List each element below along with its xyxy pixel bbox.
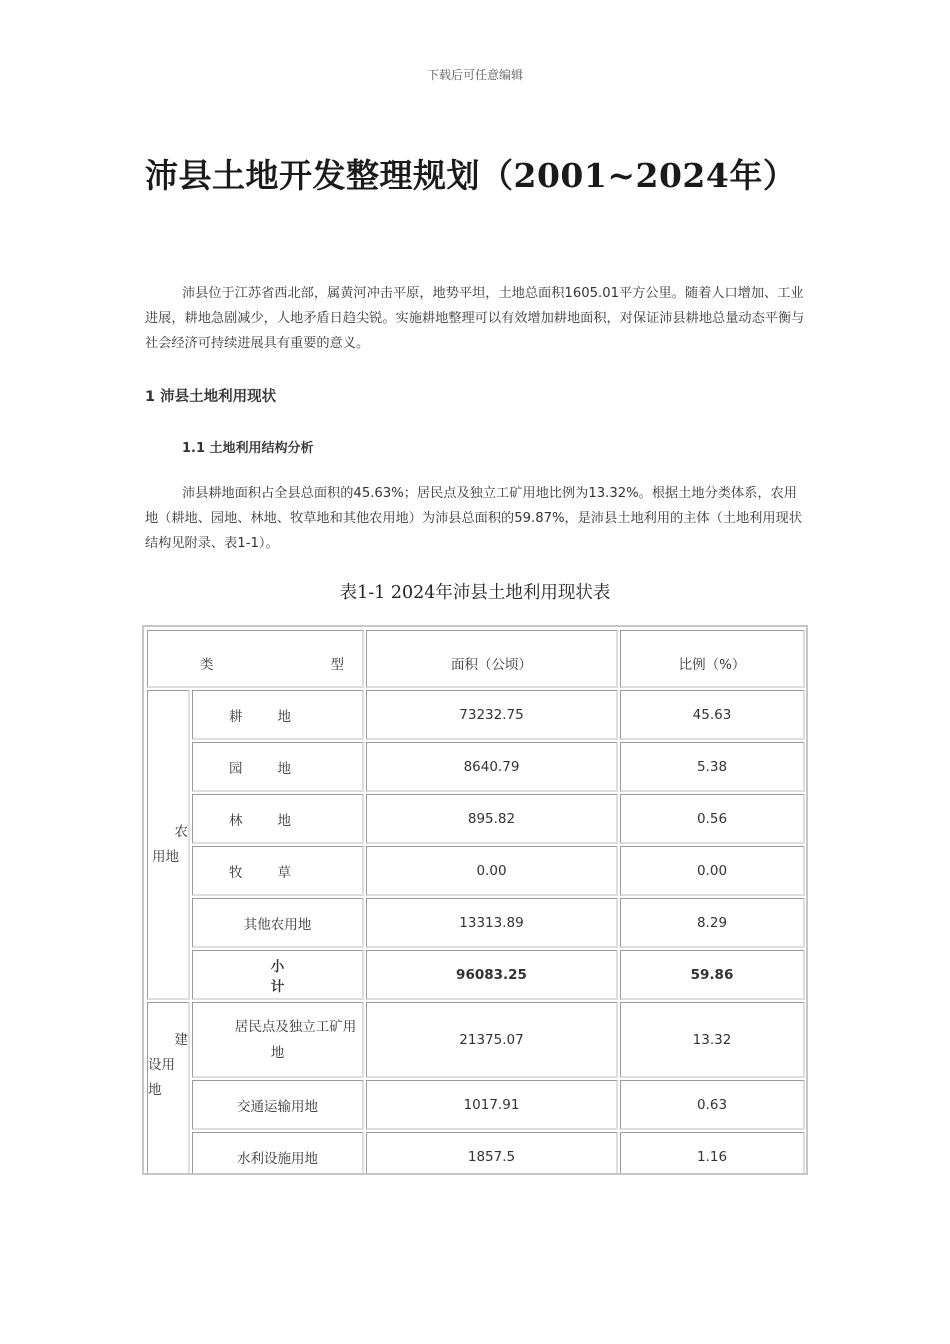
ratio-cell: 45.63 — [620, 690, 805, 740]
table-row — [147, 1132, 805, 1175]
section-1-1-heading: 1.1 土地利用结构分析 — [182, 441, 314, 456]
ratio-cell: 5.38 — [620, 742, 805, 792]
header-type-cell — [147, 630, 364, 688]
agricultural-group-line1: 农 — [174, 823, 188, 840]
table-caption: 表1-1 2024年沛县土地利用现状表 — [339, 583, 611, 603]
table-row — [147, 742, 805, 792]
header-type-a: 类 — [200, 656, 214, 673]
ratio-cell: 0.63 — [620, 1080, 805, 1130]
subtotal-label-cell: 小计 — [192, 950, 364, 1000]
header-type-b: 型 — [330, 656, 344, 673]
type-cell: 交通运输用地 — [192, 1080, 364, 1130]
type-cell: 园地 — [192, 742, 364, 792]
table-row — [147, 1002, 805, 1078]
agricultural-group-line2: 用地 — [152, 848, 179, 865]
type-cell: 其他农用地 — [192, 898, 364, 948]
table-row — [147, 898, 805, 948]
area-cell: 13313.89 — [366, 898, 618, 948]
table-row — [147, 690, 805, 740]
header-area-cell: 面积（公顷） — [366, 630, 618, 688]
area-cell: 8640.79 — [366, 742, 618, 792]
ratio-cell: 8.29 — [620, 898, 805, 948]
area-cell: 1017.91 — [366, 1080, 618, 1130]
ratio-cell: 0.00 — [620, 846, 805, 896]
ratio-cell: 1.16 — [620, 1132, 805, 1175]
subtotal-row — [147, 950, 805, 1000]
construction-group-line2: 设用地 — [148, 1057, 175, 1098]
type-cell-line2: 地 — [270, 1044, 285, 1061]
area-cell: 0.00 — [366, 846, 618, 896]
type-cell: 林地 — [192, 794, 364, 844]
area-cell: 21375.07 — [366, 1002, 618, 1078]
area-cell: 73232.75 — [366, 690, 618, 740]
table-header-row — [147, 630, 805, 688]
section-1-1-paragraph: 沛县耕地面积占全县总面积的45.63%；居民点及独立工矿用地比例为13.32%。根据土地分类体系，农用地（耕地、园地、林地、牧草地和其他农用地）为沛县总面积的59.87%，是沛县土地利用的主体（土地利用现状结构见附录、表1-1）。 — [145, 486, 802, 551]
subtotal-ratio-cell: 59.86 — [620, 950, 805, 1000]
area-cell: 895.82 — [366, 794, 618, 844]
subtotal-area-cell: 96083.25 — [366, 950, 618, 1000]
header-ratio-cell: 比例（%） — [620, 630, 805, 688]
land-use-table — [145, 628, 807, 1175]
intro-paragraph: 沛县位于江苏省西北部，属黄河冲击平原，地势平坦，土地总面积1605.01平方公里。随着人口增加、工业进展，耕地急剧减少，人地矛盾日趋尖锐。实施耕地整理可以有效增加耕地面积，对保证沛县耕地总量动态平衡与社会经济可持续进展具有重要的意义。 — [145, 286, 805, 351]
construction-group-line1: 建 — [174, 1032, 188, 1048]
area-cell: 1857.5 — [366, 1132, 618, 1175]
type-cell: 水利设施用地 — [192, 1132, 364, 1175]
document-title: 沛县土地开发整理规划（2001~2024年） — [145, 156, 797, 195]
land-use-table-frame — [142, 625, 808, 1175]
type-cell: 耕地 — [192, 690, 364, 740]
type-cell — [192, 1002, 364, 1078]
construction-group-cell — [147, 1002, 190, 1175]
type-cell-line1: 居民点及独立工矿用 — [234, 1018, 357, 1035]
ratio-cell: 13.32 — [620, 1002, 805, 1078]
agricultural-group-cell — [147, 690, 190, 1000]
type-cell: 牧草 — [192, 846, 364, 896]
header-note: 下载后可任意编辑 — [426, 68, 523, 82]
ratio-cell: 0.56 — [620, 794, 805, 844]
table-row — [147, 794, 805, 844]
section-1-heading: 1 沛县土地利用现状 — [145, 389, 277, 405]
table-row — [147, 1080, 805, 1130]
table-row — [147, 846, 805, 896]
